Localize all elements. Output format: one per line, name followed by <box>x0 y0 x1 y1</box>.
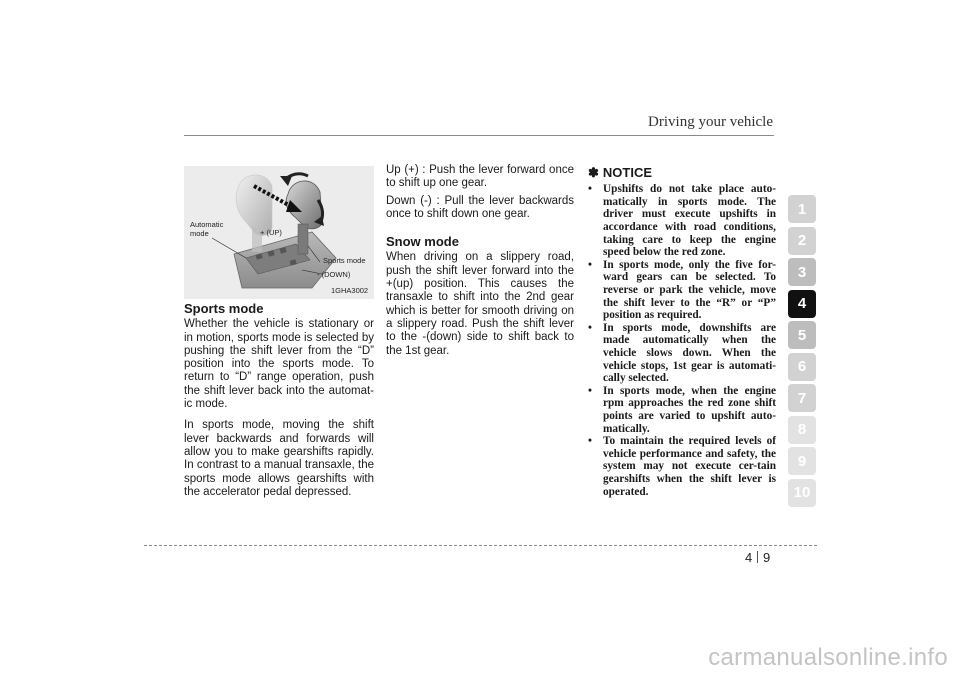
column-sports-mode <box>184 300 374 507</box>
chapter-tab-10[interactable]: 10 <box>788 479 816 507</box>
label-down: - (DOWN) <box>317 270 351 279</box>
footer-rule <box>144 545 817 546</box>
notice-star-icon: ✽ <box>588 165 599 180</box>
figure-code: 1GHA3002 <box>331 286 369 295</box>
label-up: + (UP) <box>260 228 282 237</box>
header-title: Driving your vehicle <box>648 114 773 130</box>
chapter-tab-2[interactable]: 2 <box>788 227 816 255</box>
header-rule <box>184 135 774 136</box>
chapter-tab-5[interactable]: 5 <box>788 321 816 349</box>
page-number-separator <box>757 551 758 563</box>
chapter-tab-9[interactable]: 9 <box>788 447 816 475</box>
chapter-tab-8[interactable]: 8 <box>788 416 816 444</box>
notice-item: • In sports mode, when the engine rpm approaches the red zone shift points are varied to upshift auto-matically. <box>588 384 776 435</box>
paragraph-down: Down (-) : Pull the lever backwards once to shift down one gear. <box>386 194 574 220</box>
label-sports-mode: Sports mode <box>323 256 366 265</box>
page-number: 9 <box>763 550 771 565</box>
paragraph-snow-mode: When driving on a slippery road, push the shift lever forward into the +(up) position. This causes the transaxle to shift into the 2nd gear which is better for smooth driving on a slippery road. Push the shift lever to the -(down) side to shift back to the 1st gear. <box>386 251 574 357</box>
paragraph-sports-mode-shift: In sports mode, moving the shift lever backwards and forwards will allow you to make gearshifts rapidly. In contrast to a manual transaxle, the sports mode allows gearshifts with the accelerator pedal depressed. <box>184 419 374 498</box>
notice-list <box>588 183 776 498</box>
notice-item: • Upshifts do not take place auto-matically in sports mode. The driver must execute upshifts in accordance with road conditions, taking care to keep the engine speed below the red zone. <box>588 183 776 259</box>
notice-item: • In sports mode, only the five for-ward gears can be selected. To reverse or park the vehicle, move the shift lever to the “R” or “P” position as required. <box>588 258 776 322</box>
chapter-tab-6[interactable]: 6 <box>788 353 816 381</box>
paragraph-sports-mode-select: Whether the vehicle is stationary or in motion, sports mode is selected by pushing the shift lever from the “D” position into the sports mode. To return to “D” range operation, push the shift lever back into the automat-ic mode. <box>184 318 374 411</box>
heading-snow-mode: Snow mode <box>386 234 459 250</box>
notice-title <box>588 166 776 179</box>
notice-item: • In sports mode, downshifts are made automatically when the vehicle slows down. When the vehicle stops, 1st gear is automati-cally selected. <box>588 321 776 385</box>
chapter-tab-3[interactable]: 3 <box>788 258 816 286</box>
notice-item: • To maintain the required levels of vehicle performance and safety, the system may not execute cer-tain gearshifts when the shift lever is operated. <box>588 435 776 498</box>
shift-lever-illustration <box>184 166 374 299</box>
heading-sports-mode: Sports mode <box>184 301 264 316</box>
label-automatic-mode: Automatic mode <box>190 220 224 238</box>
notice-box <box>588 164 776 498</box>
chapter-tab-4[interactable]: 4 <box>788 290 816 318</box>
watermark: carmanualsonline.info <box>708 644 948 671</box>
column-up-down-snow <box>386 164 574 366</box>
notice-title-text: NOTICE <box>602 165 653 180</box>
page-chapter-number: 4 <box>745 550 754 565</box>
chapter-tab-7[interactable]: 7 <box>788 384 816 412</box>
chapter-tab-1[interactable]: 1 <box>788 195 816 223</box>
paragraph-up: Up (+) : Push the lever forward once to shift up one gear. <box>386 164 574 190</box>
shift-lever-automatic <box>236 175 272 236</box>
chapter-tabs <box>788 195 816 510</box>
